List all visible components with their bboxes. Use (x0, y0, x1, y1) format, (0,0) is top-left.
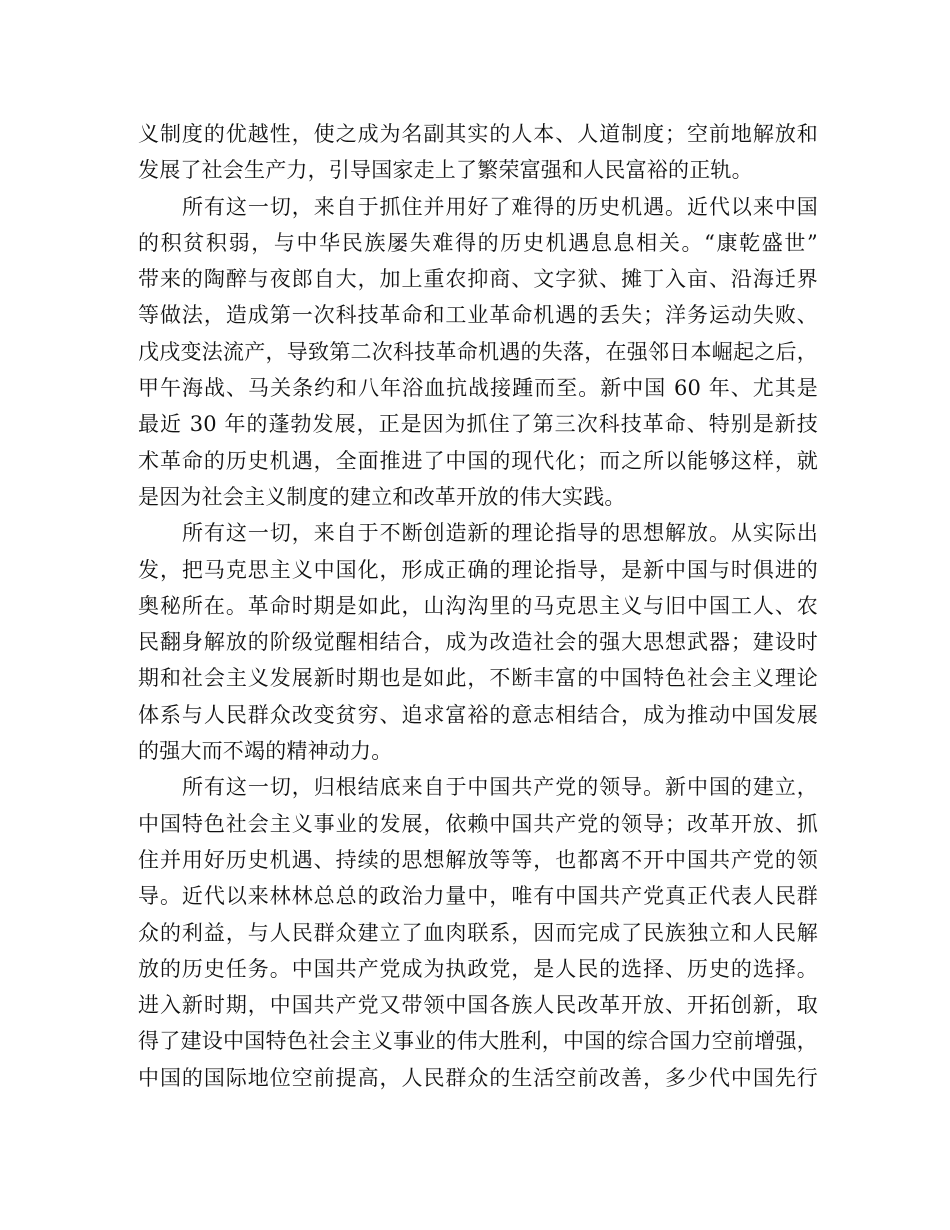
text-line: 甲午海战、马关条约和八年浴血抗战接踵而至。新中国 60 年、尤其是 (138, 376, 818, 401)
text-line: 义制度的优越性，使之成为名副其实的人本、人道制度；空前地解放和 (138, 122, 818, 146)
text-line: 进入新时期，中国共产党又带领中国各族人民改革开放、开拓创新，取 (138, 993, 818, 1018)
paragraph-first-line: 所有这一切，归根结底来自于中国共产党的领导。新中国的建立， (182, 775, 818, 800)
text-line: 中国的国际地位空前提高，人民群众的生活空前改善，多少代中国先行 (138, 1065, 818, 1090)
text-line: 放的历史任务。中国共产党成为执政党，是人民的选择、历史的选择。 (138, 956, 818, 981)
text-line: 发，把马克思主义中国化，形成正确的理论指导，是新中国与时俱进的 (138, 557, 818, 582)
text-line: 得了建设中国特色社会主义事业的伟大胜利，中国的综合国力空前增强， (138, 1029, 818, 1054)
text-line: 等做法，造成第一次科技革命和工业革命机遇的丢失；洋务运动失败、 (138, 303, 818, 328)
text-line: 是因为社会主义制度的建立和改革开放的伟大实践。 (138, 484, 626, 509)
text-line: 中国特色社会主义事业的发展，依赖中国共产党的领导；改革开放、抓 (138, 811, 818, 836)
text-line: 带来的陶醉与夜郎自大，加上重农抑商、文字狱、摊丁入亩、沿海迁界 (138, 267, 818, 292)
text-line: 发展了社会生产力，引导国家走上了繁荣富强和人民富裕的正轨。 (138, 158, 753, 183)
text-line: 最近 30 年的蓬勃发展，正是因为抓住了第三次科技革命、特别是新技 (138, 412, 818, 437)
text-line: 导。近代以来林林总总的政治力量中，唯有中国共产党真正代表人民群 (138, 884, 818, 909)
text-line: 奥秘所在。革命时期是如此，山沟沟里的马克思主义与旧中国工人、农 (138, 593, 818, 618)
text-line: 期和社会主义发展新时期也是如此，不断丰富的中国特色社会主义理论 (138, 666, 818, 691)
text-line: 民翻身解放的阶级觉醒相结合，成为改造社会的强大思想武器；建设时 (138, 630, 818, 655)
body-text (138, 116, 818, 1096)
paragraph-first-line: 所有这一切，来自于不断创造新的理论指导的思想解放。从实际出 (182, 521, 818, 546)
text-line: 体系与人民群众改变贫穷、追求富裕的意志相结合，成为推动中国发展 (138, 702, 818, 727)
text-line: 住并用好历史机遇、持续的思想解放等等，也都离不开中国共产党的领 (138, 847, 818, 872)
text-line: 的强大而不竭的精神动力。 (138, 739, 393, 764)
text-line: 术革命的历史机遇，全面推进了中国的现代化；而之所以能够这样，就 (138, 448, 818, 473)
text-line: 的积贫积弱，与中华民族屡失难得的历史机遇息息相关。“康乾盛世” (138, 230, 818, 255)
text-line: 众的利益，与人民群众建立了血肉联系，因而完成了民族独立和人民解 (138, 920, 818, 945)
text-line: 戊戌变法流产，导致第二次科技革命机遇的失落，在强邻日本崛起之后， (138, 339, 818, 364)
paragraph-first-line: 所有这一切，来自于抓住并用好了难得的历史机遇。近代以来中国 (182, 194, 818, 219)
